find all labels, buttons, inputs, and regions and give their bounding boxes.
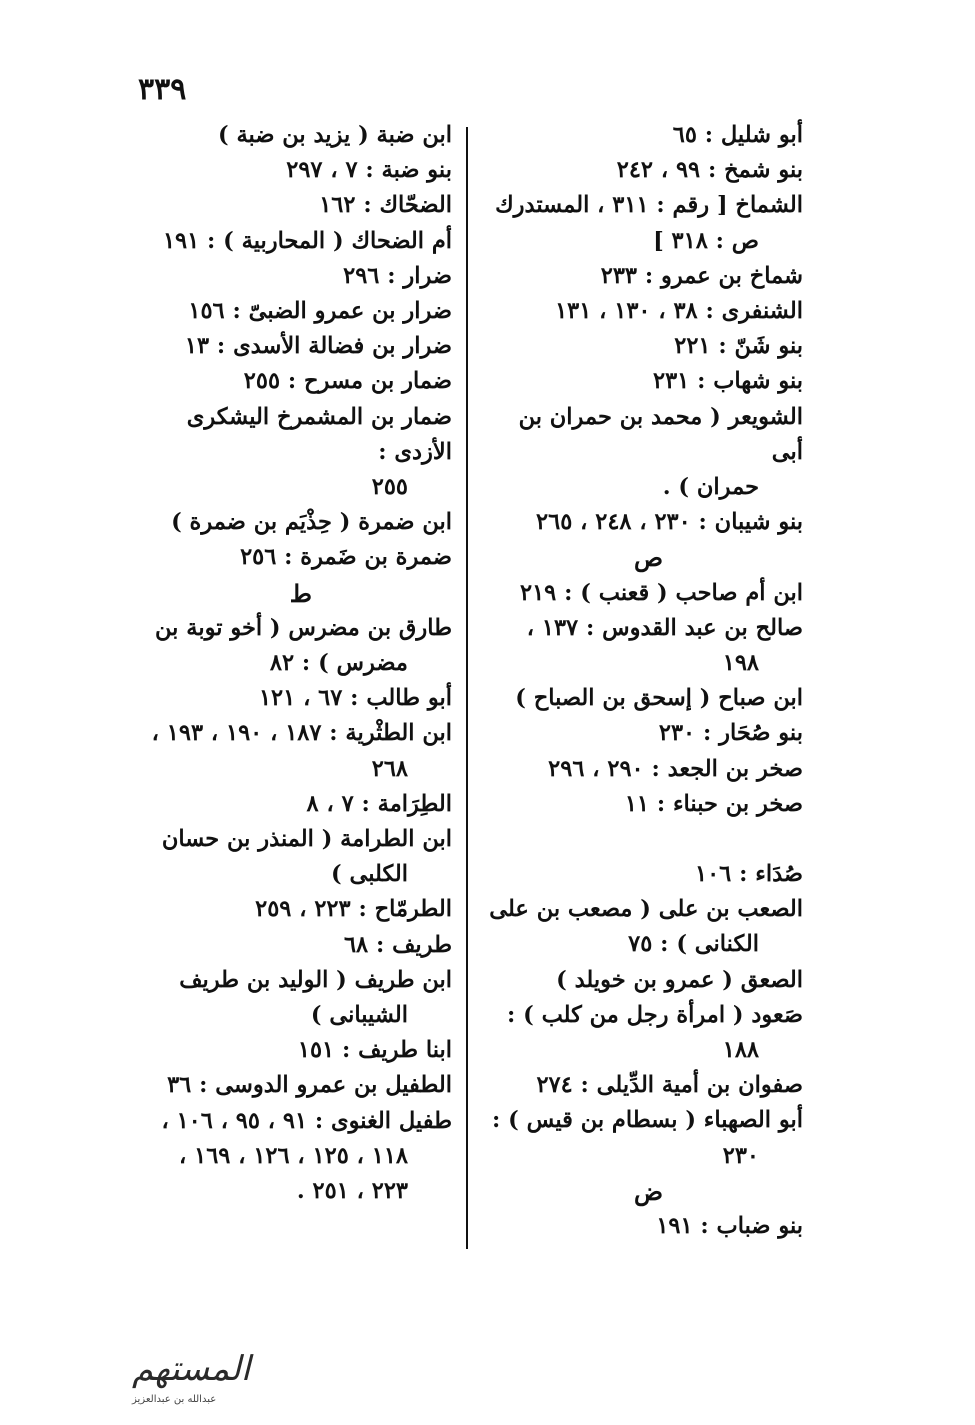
index-entry: أبو الصهباء ( بسطام بن قيس ) : [492, 1107, 803, 1134]
index-entry-continuation: ٢٢٣ ، ٢٥١ . [296, 1178, 408, 1205]
section-letter: ض [633, 1176, 663, 1206]
index-entry: طريف : ٦٨ [343, 931, 452, 958]
index-entry: ضمار بن مسرح : ٢٥٥ [243, 368, 452, 395]
index-entry-continuation: ص : ٣١٨ ] [653, 227, 759, 254]
index-column-right [488, 118, 803, 1244]
index-entry: ابن الطثْرية : ١٨٧ ، ١٩٠ ، ١٩٣ ، [151, 720, 452, 747]
index-entry-continuation: مضرس ) : ٨٢ [269, 650, 408, 677]
column-divider [466, 127, 468, 1249]
index-entry-continuation: الكلبى ) [330, 861, 408, 888]
index-entry: الشويعر ( محمد بن حمران بن أبى [518, 403, 803, 465]
index-entry: صَعود ( امرأة رجل من كلب ) : [506, 1001, 803, 1028]
index-entry: ابنا طريف : ١٥١ [297, 1037, 452, 1064]
index-entry: الطِرَامة : ٧ ، ٨ [306, 790, 452, 817]
index-entry: أبو طالب : ٦٧ ، ١٢١ [258, 685, 452, 712]
index-entry: ابن ضمرة ( حِذْيَم بن ضمرة ) [171, 509, 452, 536]
index-entry: صالح بن عبد القدوس : ١٣٧ ، [526, 614, 803, 641]
index-entry: ضرار بن عمرو الضبىّ : ١٥٦ [188, 298, 452, 325]
index-entry-continuation: ١٩٨ [722, 650, 759, 677]
index-entry: ابن أم صاحب ( قعنب ) : ٢١٩ [520, 579, 803, 606]
index-entry: ضرار : ٢٩٦ [343, 262, 452, 289]
index-entry: بنو شمخ : ٩٩ ، ٢٤٢ [616, 157, 803, 184]
index-entry: ضمرة بن ضَمرة : ٢٥٦ [240, 544, 452, 571]
index-entry: ضمار بن المشمرخ اليشكرى الأزدى : [186, 403, 452, 465]
index-entry: ابن الطرامة ( المنذر بن حسان [161, 826, 452, 853]
index-entry: أبو شليل : ٦٥ [672, 122, 803, 148]
index-entry: ابن صباح ( إسحق بن الصباح ) [515, 685, 803, 712]
index-entry-continuation: الكنانى ) : ٧٥ [628, 931, 759, 958]
index-entry: الصعب بن على ( مصعب بن على [489, 896, 803, 923]
index-entry: بنو شيبان : ٢٣٠ ، ٢٤٨ ، ٢٦٥ [536, 509, 803, 536]
index-column-left [140, 118, 452, 1209]
index-entry: طارق بن مضرس ( أخو توبة بن [155, 614, 452, 641]
index-entry: صفوان بن أمية الدِّيلى : ٢٧٤ [536, 1072, 803, 1099]
index-entry-continuation: ١٨٨ [722, 1037, 759, 1064]
index-entry: صُدَاء : ١٠٦ [695, 861, 803, 888]
index-entry: الطرمّاح : ٢٢٣ ، ٢٥٩ [255, 896, 452, 923]
index-entry: ابن طريف ( الوليد بن طريف [179, 966, 452, 993]
index-entry: ضرار بن فضالة الأسدى : ١٣ [184, 333, 452, 360]
index-entry: بنو ضبة : ٧ ، ٢٩٧ [286, 157, 452, 184]
index-entry: الشنفرى : ٣٨ ، ١٣٠ ، ١٣١ [555, 298, 803, 325]
watermark-logo [8, 1336, 251, 1408]
page-number: ٣٣٩ [138, 72, 187, 107]
index-entry-continuation: حمران ) . [662, 474, 759, 501]
index-entry-continuation: ٢٦٨ [371, 755, 408, 782]
index-entry: بنو شهاب : ٢٣١ [652, 368, 803, 395]
entry-gap [488, 822, 803, 857]
index-entry: طفيل الغنوى : ٩١ ، ٩٥ ، ١٠٦ ، [161, 1107, 452, 1134]
index-entry-continuation: الشيبانى ) [310, 1002, 408, 1029]
index-entry: صخر بن حبناء : ١١ [624, 790, 803, 817]
index-entry-continuation: ٢٣٠ [722, 1142, 759, 1169]
index-entry: شماخ بن عمرو : ٢٣٣ [600, 262, 803, 289]
index-entry: الضحّاك : ١٦٢ [319, 192, 452, 219]
index-entry-continuation: ١١٨ ، ١٢٥ ، ١٢٦ ، ١٦٩ ، [179, 1142, 408, 1169]
index-entry: بنو صُحَار : ٢٣٠ [658, 720, 803, 747]
index-entry: الطفيل بن عمرو الدوسى : ٣٦ [167, 1072, 452, 1099]
index-entry-continuation: ٢٥٥ [371, 474, 408, 501]
index-entry: الصعق ( عمرو بن خويلد ) [556, 966, 803, 993]
watermark-subtext: عبدالله بن عبدالعزيز [132, 1394, 217, 1405]
index-entry: الشماخ [ رقم : ٣١١ ، المستدرك [495, 192, 803, 219]
index-entry: ابن ضبة ( يزيد بن ضبة ) [218, 122, 452, 148]
index-entry: أم الضحاك ( المحاربية ) : ١٩١ [162, 227, 452, 254]
index-entry: بنو ضباب : ١٩١ [656, 1213, 803, 1240]
index-entry: صخر بن الجعد : ٢٩٠ ، ٢٩٦ [548, 755, 803, 782]
index-entry: بنو شَنّ : ٢٢١ [674, 333, 803, 360]
watermark-text: المستهم [132, 1349, 251, 1389]
section-letter: ص [633, 543, 663, 573]
section-letter: ط [289, 578, 312, 608]
